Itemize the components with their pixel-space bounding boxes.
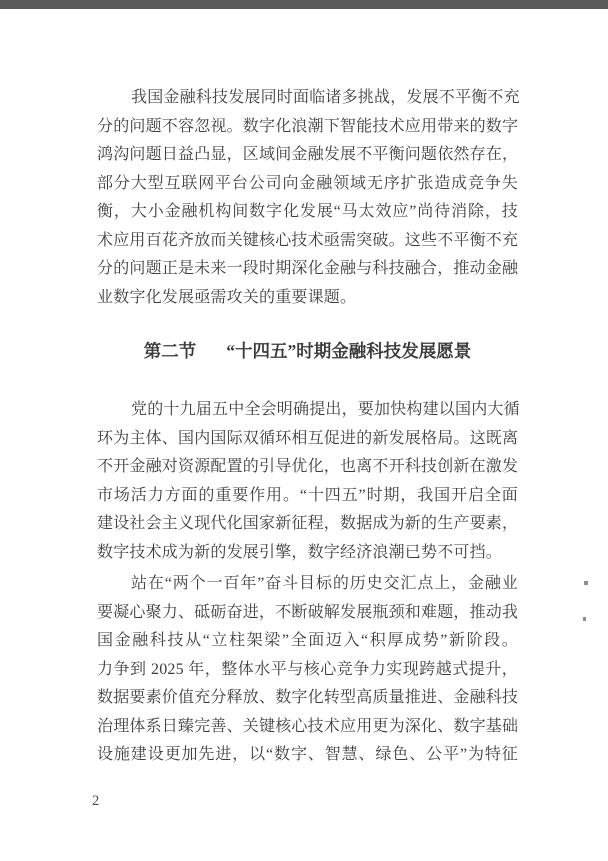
text-line: 环为主体、国内国际双循环相互促进的新发展格局。这既离	[97, 429, 519, 447]
text-line: 分的问题正是未来一段时期深化金融与科技融合，推动金融	[97, 260, 519, 277]
section-heading-label: 第二节	[143, 341, 197, 361]
page-number: 2	[92, 793, 100, 809]
text-line: 我国金融科技发展同时面临诸多挑战，发展不平衡不充	[131, 89, 520, 106]
text-line: 数字技术成为新的发展引擎，数字经济浪潮已势不可挡。	[97, 543, 503, 561]
scan-artifact	[583, 617, 586, 621]
text-line: 不开金融对资源配置的引导优化，也离不开科技创新在激发	[97, 458, 519, 475]
text-line: 站在“两个一百年”奋斗目标的历史交汇点上，金融业	[131, 575, 518, 592]
text-line: 分的问题不容忽视。数字化浪潮下智能技术应用带来的数字	[97, 117, 519, 135]
section-heading	[97, 336, 518, 366]
text-line: 建设社会主义现代化国家新征程，数据成为新的生产要素，	[97, 515, 519, 532]
paragraph-3	[97, 570, 518, 770]
paragraph-2	[97, 396, 518, 567]
text-line: 要凝心聚力、砥砺奋进，不断破解发展瓶颈和难题，推动我	[97, 603, 519, 621]
scan-artifact	[584, 581, 588, 585]
section-heading-title: “十四五”时期金融科技发展愿景	[226, 341, 472, 361]
text-line: 鸿沟问题日益凸显，区域间金融发展不平衡问题依然存在，	[97, 146, 519, 163]
paragraph-1	[97, 84, 518, 312]
top-bar	[0, 0, 608, 9]
text-line: 党的十九届五中全会明确提出，要加快构建以国内大循	[131, 401, 520, 418]
text-line: 市场活力方面的重要作用。“十四五”时期，我国开启全面	[97, 486, 518, 504]
text-line: 治理体系日臻完善、关键核心技术应用更为深化、数字基础	[97, 717, 519, 735]
text-line: 部分大型互联网平台公司向金融领域无序扩张造成竞争失	[97, 174, 518, 192]
text-line: 术应用百花齐放而关键核心技术亟需突破。这些不平衡不充	[97, 231, 519, 249]
text-line: 业数字化发展亟需攻关的重要课题。	[97, 288, 357, 306]
text-line: 设施建设更加先进，以“数字、智慧、绿色、公平”为特征	[97, 746, 518, 763]
text-line: 数据要素价值充分释放、数字化转型高质量推进、金融科技	[97, 689, 519, 706]
text-line: 力争到 2025 年，整体水平与核心竞争力实现跨越式提升，	[97, 660, 518, 678]
page-background	[0, 9, 608, 861]
text-line: 国金融科技从“立柱架梁”全面迈入“积厚成势”新阶段。	[97, 632, 518, 649]
text-line: 衡，大小金融机构间数字化发展“马太效应”尚待消除，技	[97, 203, 518, 220]
